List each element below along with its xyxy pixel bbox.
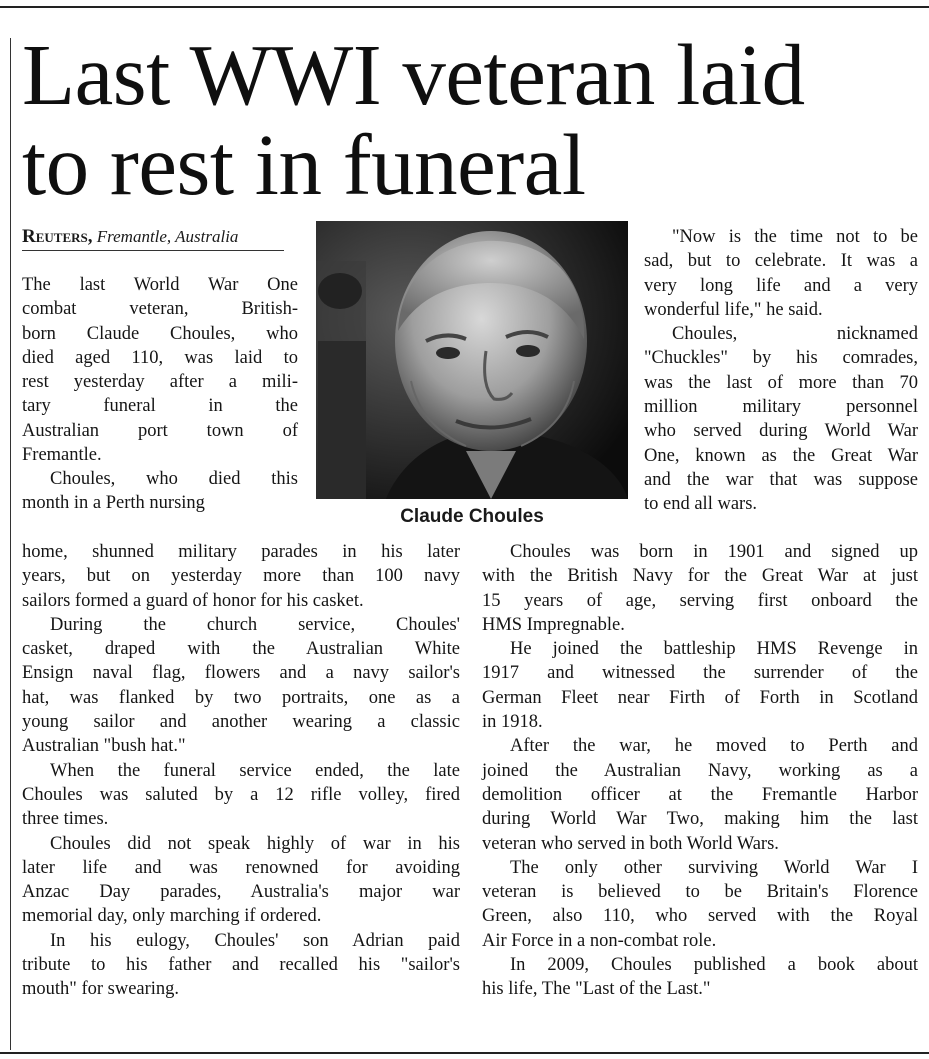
text-line: tribute to his father and recalled his "sailor's xyxy=(22,955,460,976)
text-line: three times. xyxy=(22,809,109,830)
portrait-photo xyxy=(316,221,628,499)
text-line: young sailor and another wearing a classic xyxy=(22,712,460,733)
text-line: Fremantle. xyxy=(22,445,102,466)
text-line: very long life and a very xyxy=(644,275,918,296)
byline xyxy=(22,226,284,251)
text-line: rest yesterday after a mili- xyxy=(22,372,298,393)
text-line: combat veteran, British- xyxy=(22,299,298,320)
text-line: The last World War One xyxy=(22,275,298,295)
text-line: In his eulogy, Choules' son Adrian paid xyxy=(50,930,460,951)
text-line: "Chuckles" by his comrades, xyxy=(644,348,918,369)
text-line: demolition officer at the Fremantle Harbor xyxy=(482,784,918,805)
text-line: HMS Impregnable. xyxy=(482,614,625,635)
text-line: born Claude Choules, who xyxy=(22,323,298,344)
headline-line-2: to rest in funeral xyxy=(22,116,586,213)
text-line: sailors formed a guard of honor for his casket. xyxy=(22,590,364,611)
headline-line-1: Last WWI veteran laid xyxy=(22,26,805,123)
byline-place: Fremantle, Australia xyxy=(96,227,239,246)
text-line: Choules was saluted by a 12 rifle volley, fired xyxy=(22,784,460,805)
text-line: "Now is the time not to be xyxy=(672,227,918,247)
text-line: tary funeral in the xyxy=(22,396,298,417)
text-line: Choules, who died this xyxy=(50,469,298,489)
text-line: years, but on yesterday more than 100 navy xyxy=(22,566,460,587)
text-line: and the war that was suppose xyxy=(644,469,918,490)
text-line: The only other surviving World War I xyxy=(510,857,918,878)
text-line: German Fleet near Firth of Forth in Scotland xyxy=(482,687,918,708)
text-line: his life, The "Last of the Last." xyxy=(482,979,711,1000)
text-line: in 1918. xyxy=(482,712,543,733)
bottom-rule xyxy=(0,1052,929,1054)
right-column-body xyxy=(482,540,918,1002)
text-line: When the funeral service ended, the late xyxy=(50,760,460,781)
byline-agency: Reuters, xyxy=(22,226,93,247)
text-line: Choules did not speak highly of war in his xyxy=(50,833,460,854)
photo-caption: Claude Choules xyxy=(400,506,544,527)
text-line: Australian port town of xyxy=(22,420,298,441)
text-line: mouth" for swearing. xyxy=(22,979,180,1000)
text-line: Choules, nicknamed xyxy=(672,324,918,345)
left-column-top xyxy=(22,273,298,467)
text-line: 15 years of age, serving first onboard the xyxy=(482,590,918,611)
text-line: million military personnel xyxy=(644,397,918,418)
text-line: hat, was flanked by two portraits, one as a xyxy=(22,687,460,708)
text-line: memorial day, only marching if ordered. xyxy=(22,906,322,927)
left-column-body xyxy=(22,540,460,1002)
text-line: month in a Perth nursing xyxy=(22,493,205,514)
text-line: Anzac Day parades, Australia's major war xyxy=(22,882,460,903)
text-line: Ensign naval flag, flowers and a navy sailor's xyxy=(22,663,460,684)
right-column-top xyxy=(644,225,918,517)
portrait-image xyxy=(316,221,628,499)
text-line: Australian "bush hat." xyxy=(22,736,186,757)
text-line: He joined the battleship HMS Revenge in xyxy=(510,639,918,660)
text-line: wonderful life," he said. xyxy=(644,299,823,320)
text-line: joined the Australian Navy, working as a xyxy=(482,760,918,781)
text-line: sad, but to celebrate. It was a xyxy=(644,251,918,272)
text-line: died aged 110, was laid to xyxy=(22,347,298,368)
top-rule xyxy=(0,6,929,8)
text-line: was the last of more than 70 xyxy=(644,372,918,393)
text-line: One, known as the Great War xyxy=(644,445,918,466)
text-line: during World War Two, making him the last xyxy=(482,809,918,830)
text-line: Air Force in a non-combat role. xyxy=(482,930,717,951)
text-line: veteran who served in both World Wars. xyxy=(482,833,779,854)
headline xyxy=(22,26,922,213)
left-rule xyxy=(10,38,11,1050)
text-line: In 2009, Choules published a book about xyxy=(510,955,918,976)
text-line: 1917 and witnessed the surrender of the xyxy=(482,663,918,684)
text-line: Green, also 110, who served with the Royal xyxy=(482,906,918,927)
text-line: casket, draped with the Australian White xyxy=(22,639,460,660)
text-line: After the war, he moved to Perth and xyxy=(510,736,918,757)
text-line: later life and was renowned for avoiding xyxy=(22,857,460,878)
text-line: with the British Navy for the Great War at just xyxy=(482,566,918,587)
text-line: who served during World War xyxy=(644,421,918,442)
text-line: home, shunned military parades in his later xyxy=(22,542,460,562)
text-line: During the church service, Choules' xyxy=(50,614,460,635)
text-line: veteran is believed to be Britain's Florence xyxy=(482,882,918,903)
text-line: Choules was born in 1901 and signed up xyxy=(510,542,918,562)
text-line: to end all wars. xyxy=(644,494,758,515)
left-column-wrap xyxy=(22,467,298,516)
